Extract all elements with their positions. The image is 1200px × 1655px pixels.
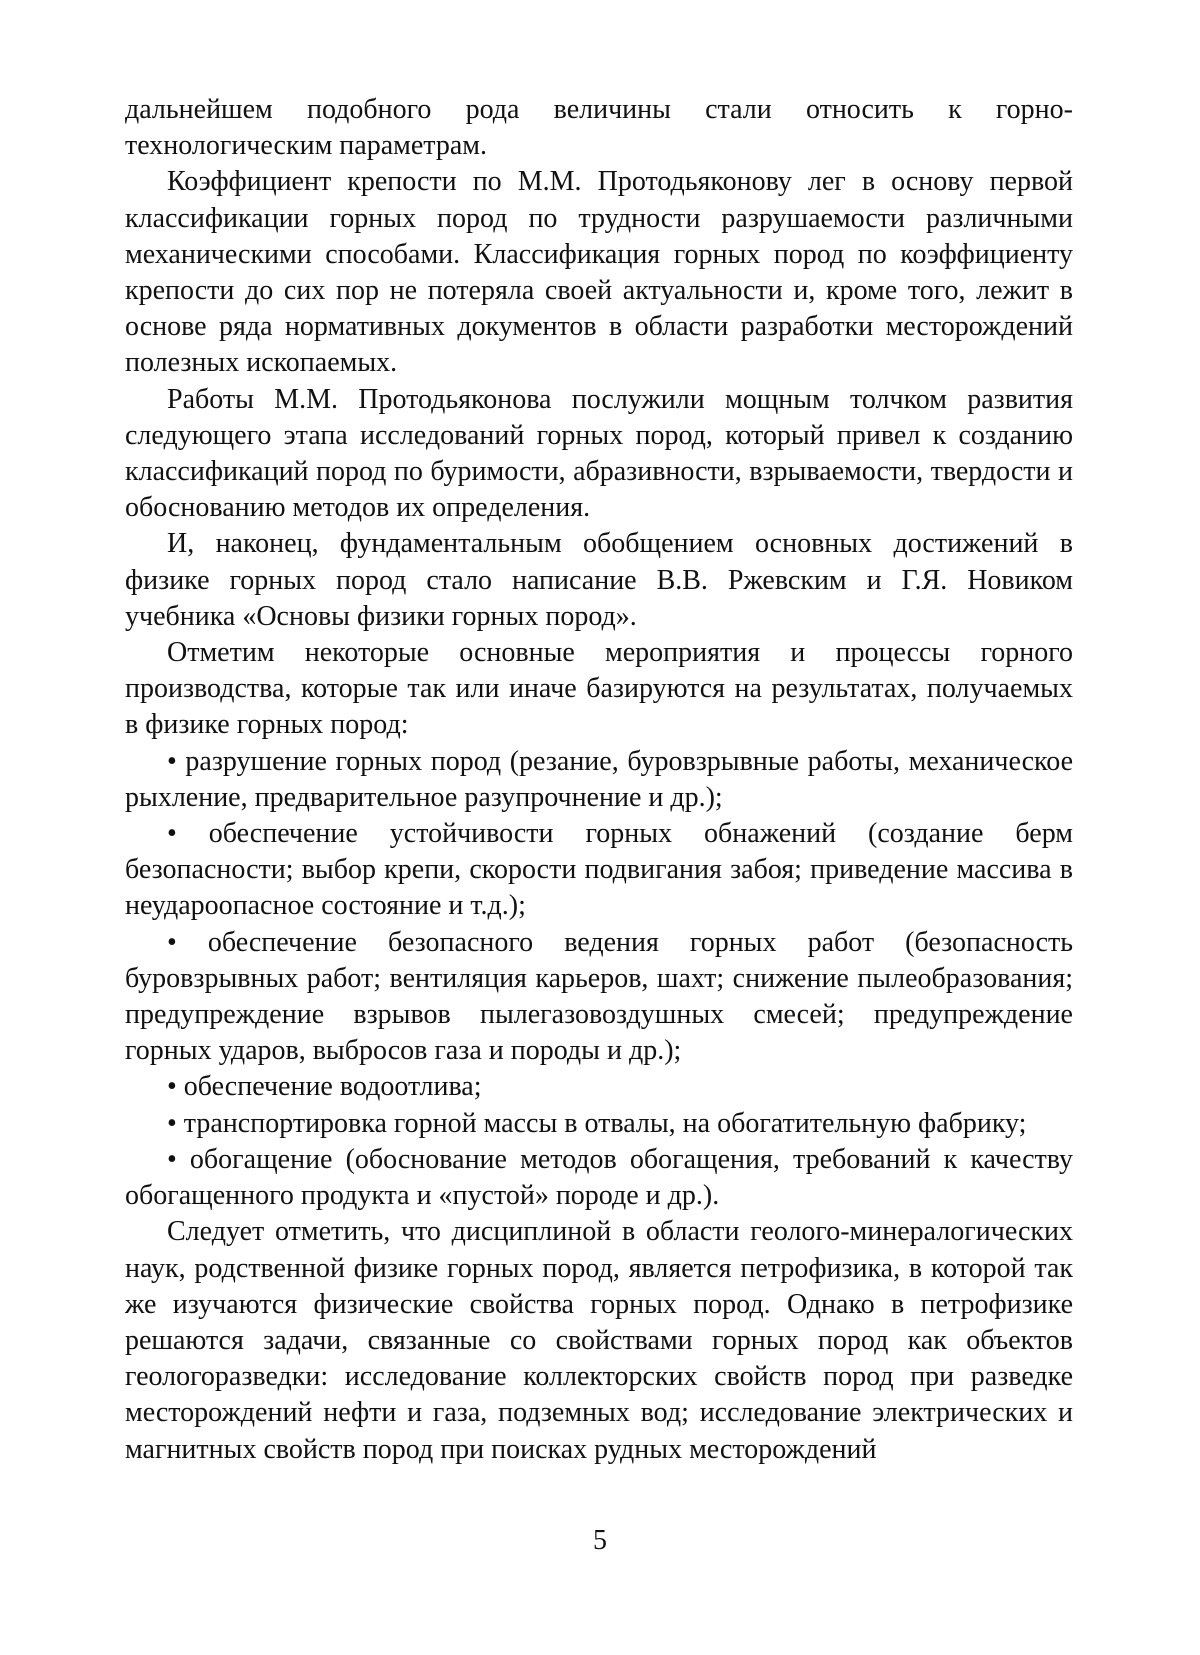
bullet-item-6: • обогащение (обоснование методов обогащения, требований к качеству обогащенного продукта и «пустой» породе и др.). bbox=[125, 1143, 1073, 1212]
paragraph-3: Работы М.М. Протодьяконова послужили мощным толчком развития следующего этапа исследований горных пород, который привел к созданию классификаций пород по буримости, абразивности, взрываемости, твердости и обоснованию методов их определения. bbox=[125, 383, 1073, 524]
paragraph-4: И, наконец, фундаментальным обобщением основных достижений в физике горных пород стало написание В.В. Ржевским и Г.Я. Новиком учебника «Основы физики горных пород». bbox=[125, 528, 1073, 632]
bullet-item-3: • обеспечение безопасного ведения горных работ (безопасность буровзрывных работ; вентиляция карьеров, шахт; снижение пылеобразования; предупреждение взрывов пылегазовоздушных смесей; предупреждение горных ударов, выбросов газа и породы и др.); bbox=[125, 926, 1073, 1067]
bullet-item-4: • обеспечение водоотлива; bbox=[167, 1071, 482, 1103]
paragraph-2: Коэффициент крепости по М.М. Протодьяконову лег в основу первой классификации горных пород по трудности разрушаемости различными механическими способами. Классификация горных пород по коэффициенту крепости до сих пор не потеряла своей актуальности и, кроме того, лежит в основе ряда нормативных документов в области разработки месторождений полезных ископаемых. bbox=[125, 166, 1073, 379]
bullet-item-1: • разрушение горных пород (резание, буровзрывные работы, механическое рыхление, предварительное разупрочнение и др.); bbox=[125, 745, 1073, 813]
bullet-item-2: • обеспечение устойчивости горных обнажений (создание берм безопасности; выбор крепи, скорости подвигания забоя; приведение массива в неудароопасное состояние и т.д.); bbox=[125, 818, 1073, 922]
paragraph-6: Следует отметить, что дисциплиной в области геолого-минералогических наук, родственной физике горных пород, является петрофизика, в которой так же изучаются физические свойства горных пород. Однако в петрофизике решаются задачи, связанные со свойствами горных пород как объектов геологоразведки: исследование коллекторских свойств пород при разведке месторождений нефти и газа, подземных вод; исследование электрических и магнитных свойств пород при поисках рудных месторождений bbox=[125, 1216, 1073, 1465]
bullet-item-5: • транспортировка горной массы в отвалы, на обогатительную фабрику; bbox=[167, 1107, 1027, 1139]
body-text bbox=[125, 92, 1073, 1468]
page-number: 5 bbox=[593, 1525, 607, 1556]
paragraph-5: Отметим некоторые основные мероприятия и процессы горного производства, которые так или иначе базируются на результатах, получаемых в физике горных пород: bbox=[125, 637, 1073, 741]
paragraph-1: дальнейшем подобного рода величины стали относить к горно-технологическим параметрам. bbox=[125, 94, 1073, 162]
